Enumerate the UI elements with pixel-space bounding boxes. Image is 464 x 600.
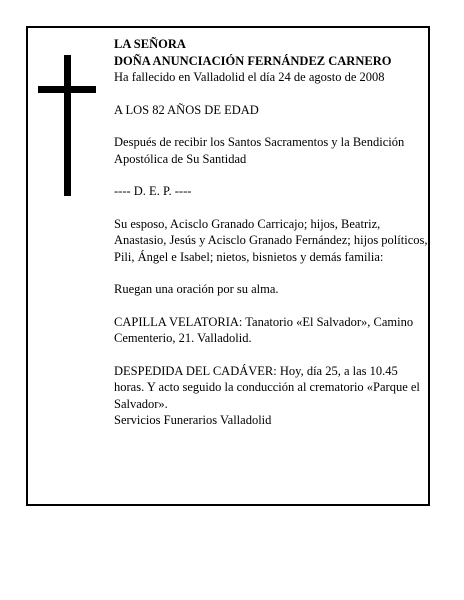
chapel-text: CAPILLA VELATORIA: Tanatorio «El Salvador», Camino Cementerio, 21. Valladolid. xyxy=(114,314,414,345)
cross-horizontal-bar xyxy=(38,86,96,93)
sacraments-text: Después de recibir los Santos Sacramentos y la Bendición Apostólica de Su Santidad xyxy=(114,135,405,166)
heading-title: LA SEÑORA xyxy=(114,37,186,51)
services-text: Servicios Funerarios Valladolid xyxy=(114,413,272,427)
dep-line: ---- D. E. P. ---- xyxy=(114,184,192,198)
prayer-text: Ruegan una oración por su alma. xyxy=(114,282,279,296)
deceased-name: DOÑA ANUNCIACIÓN FERNÁNDEZ CARNERO xyxy=(114,53,392,68)
obituary-text xyxy=(114,36,430,429)
age-line: A LOS 82 AÑOS DE EDAD xyxy=(114,102,259,117)
death-line: Ha fallecido en Valladolid el día 24 de agosto de 2008 xyxy=(114,70,385,84)
family-text: Su esposo, Acisclo Granado Carricajo; hijos, Beatriz, Anastasio, Jesús y Acisclo Granado Fernández; hijos políticos, Pili, Ángel e Isabel; nietos, bisnietos y demás familia: xyxy=(114,216,428,264)
cross-vertical-bar xyxy=(64,55,71,196)
farewell-text: DESPEDIDA DEL CADÁVER: Hoy, día 25, a las 10.45 horas. Y acto seguido la conducción al crematorio «Parque el Salvador». xyxy=(114,363,420,411)
